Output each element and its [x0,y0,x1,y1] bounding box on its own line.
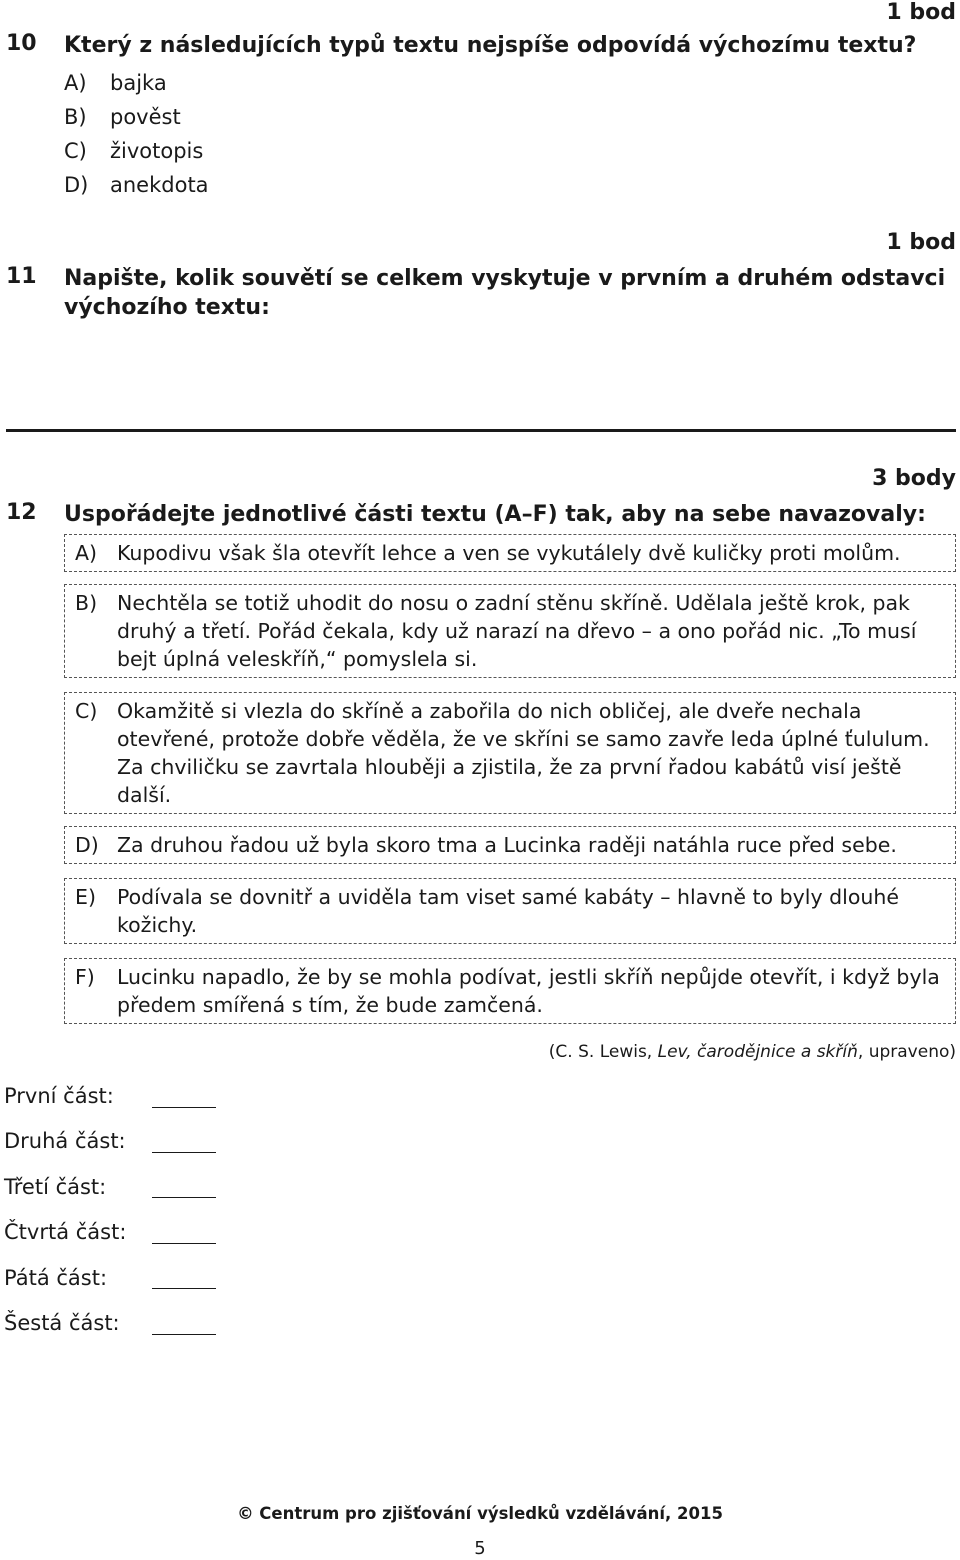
text-part-a [64,534,956,572]
text-part-c-text: Okamžitě si vlezla do skříně a zabořila do nich obličej, ale dveře nechala otevřené, protože dobře věděla, že ve skříni se samo zavře leda úplné ťululum. Za chviličku se zavrtala hlouběji a zjistila, že za první řadou kabátů visí ještě další. [117,699,930,807]
answer-line-5[interactable] [152,1288,216,1289]
page-number: 5 [474,1538,486,1559]
question-12-number: 12 [6,500,37,525]
footer-copyright: © Centrum pro zjišťování výsledků vzdělávání, 2015 [237,1504,723,1523]
option-a-letter: A) [64,71,87,95]
option-b [64,105,181,129]
answer-line-1[interactable] [152,1107,216,1108]
answer-label-1: První část: [4,1084,114,1108]
text-part-d-text: Za druhou řadou už byla skoro tma a Lucinka raději natáhla ruce před sebe. [117,833,897,857]
question-11-text [64,264,945,322]
text-part-c-letter: C) [75,699,98,723]
question-12-text: Uspořádejte jednotlivé části textu (A–F) tak, aby na sebe navazovaly: [64,502,926,527]
section-divider [6,429,956,432]
question-11-points: 1 bod [886,230,956,255]
source-citation [549,1042,956,1062]
answer-line-2[interactable] [152,1152,216,1153]
option-b-text: pověst [110,105,181,129]
question-11-number: 11 [6,264,37,289]
question-11-line-1: Napište, kolik souvětí se celkem vyskytuje v prvním a druhém odstavci [64,266,946,291]
answer-label-4: Čtvrtá část: [4,1220,127,1244]
option-c-text: životopis [110,139,204,163]
text-part-e-letter: E) [75,885,96,909]
text-part-b-letter: B) [75,591,98,615]
text-part-a-text: Kupodivu však šla otevřít lehce a ven se vykutálely dvě kuličky proti molům. [117,541,901,565]
answer-line-3[interactable] [152,1197,216,1198]
answer-line-4[interactable] [152,1243,216,1244]
text-part-e-text: Podívala se dovnitř a uviděla tam viset samé kabáty – hlavně to byly dlouhé kožichy. [117,885,899,937]
question-12-points: 3 body [872,466,956,491]
answer-line-6[interactable] [152,1334,216,1335]
option-d [64,173,209,197]
text-part-c [64,692,956,814]
text-part-f-letter: F) [75,965,95,989]
answer-label-2: Druhá část: [4,1129,126,1153]
answer-label-3: Třetí část: [4,1175,107,1199]
option-a-text: bajka [110,71,167,95]
answer-label-6: Šestá část: [4,1311,120,1335]
source-open: (C. S. Lewis, [548,1042,658,1062]
text-part-d [64,826,956,864]
question-10-points: 1 bod [886,0,956,25]
text-part-f [64,958,956,1024]
question-10-number: 10 [6,31,37,56]
option-c-letter: C) [64,139,87,163]
text-part-e [64,878,956,944]
question-10-text: Který z následujících typů textu nejspíše odpovídá výchozímu textu? [64,33,917,58]
option-d-text: anekdota [110,173,209,197]
text-part-f-text: Lucinku napadlo, že by se mohla podívat, jestli skříň nepůjde otevřít, i když byla předem smířená s tím, že bude zamčená. [117,965,940,1017]
text-part-b-text: Nechtěla se totiž uhodit do nosu o zadní stěnu skříně. Udělala ještě krok, pak druhý a třetí. Pořád čekala, kdy už narazí na dřevo – a ono pořád nic. „To musí bejt úplná veleskříň,“ pomyslela si. [117,591,917,671]
option-d-letter: D) [64,173,89,197]
text-part-a-letter: A) [75,541,98,565]
option-b-letter: B) [64,105,87,129]
option-a [64,71,167,95]
option-c [64,139,203,163]
text-part-d-letter: D) [75,833,99,857]
question-11-line-2: výchozího textu: [64,295,270,320]
text-part-b [64,584,956,678]
source-title: Lev, čarodějnice a skříň [657,1042,858,1062]
source-close: , upraveno) [857,1042,956,1062]
answer-label-5: Pátá část: [4,1266,108,1290]
